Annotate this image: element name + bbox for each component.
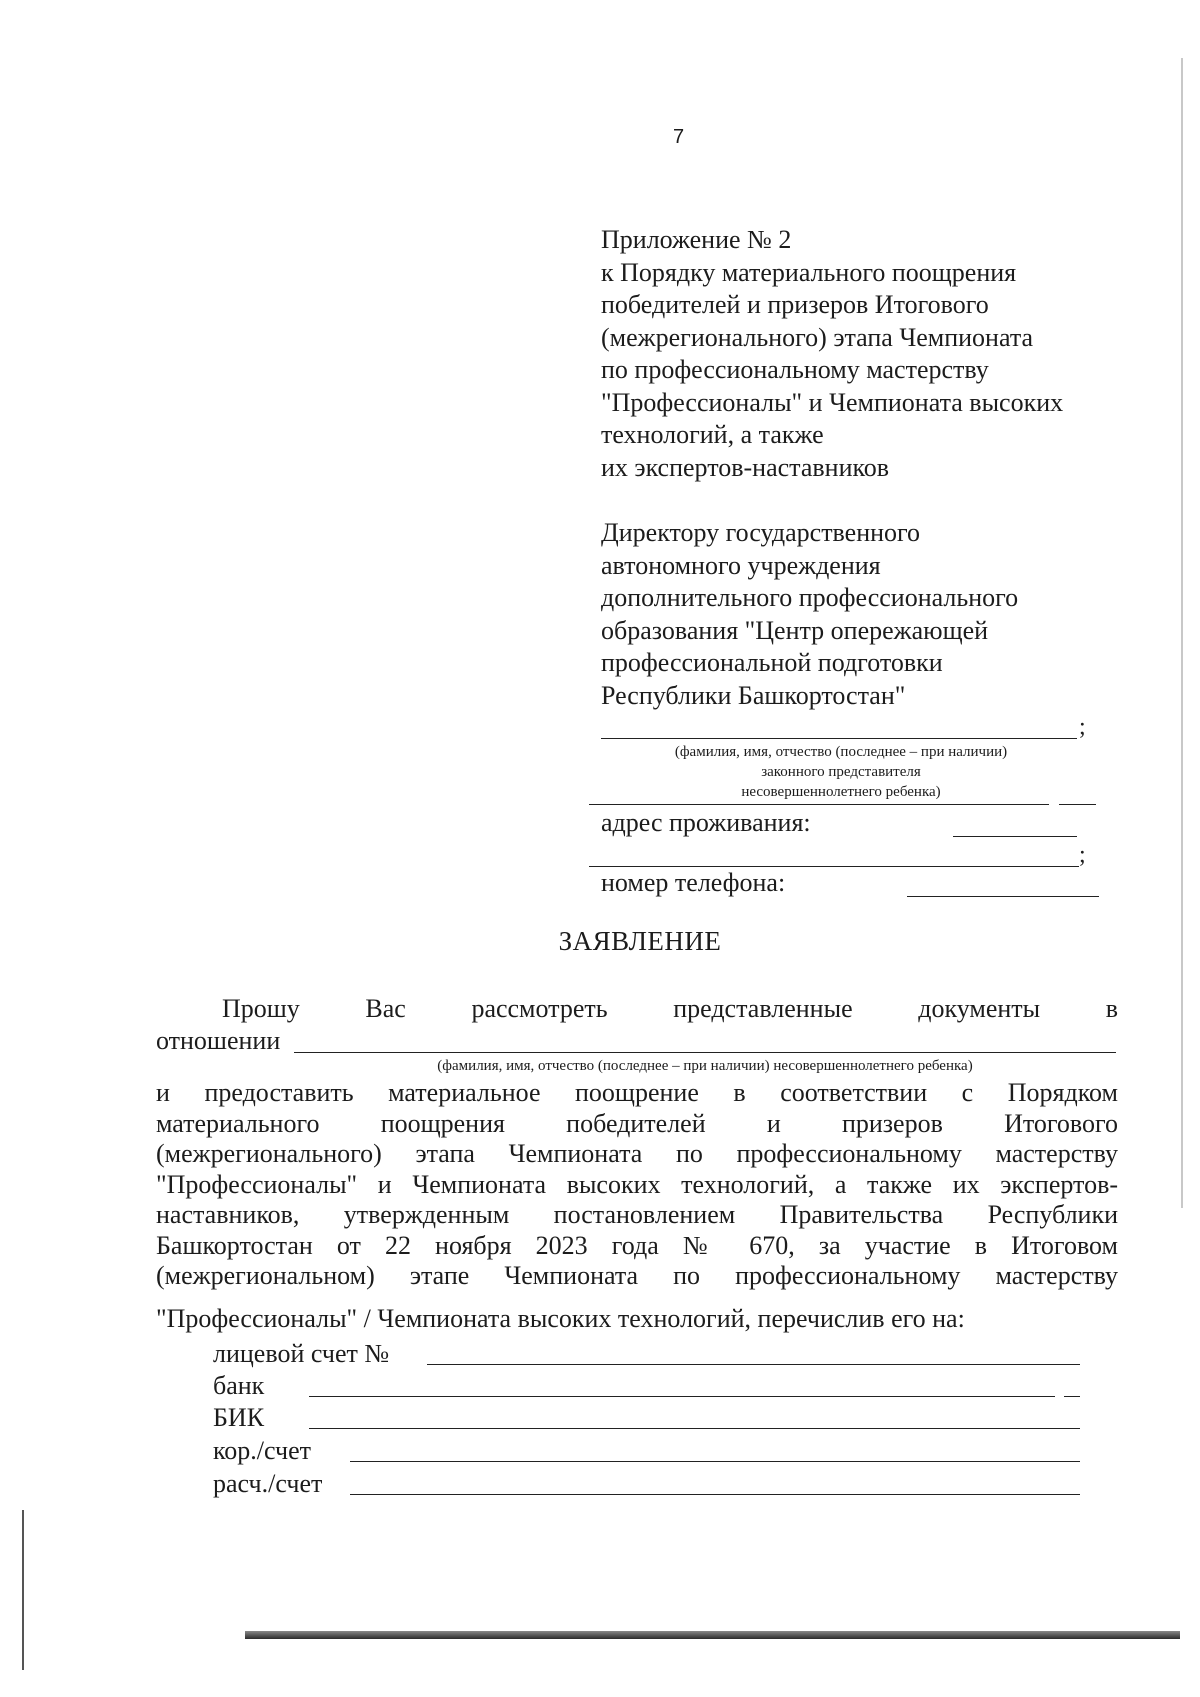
appendix-header	[601, 224, 1063, 484]
settlement-account-field[interactable]	[350, 1494, 1080, 1495]
note-line: несовершеннолетнего ребенка)	[741, 784, 941, 800]
appendix-line: победителей и призеров Итогового	[601, 290, 989, 319]
request-word: Прошу	[222, 994, 300, 1023]
corr-account-label: кор./счет	[213, 1436, 312, 1465]
document-title: ЗАЯВЛЕНИЕ	[558, 926, 722, 956]
settlement-account-label: расч./счет	[213, 1469, 323, 1498]
applicant-name-note	[601, 742, 1081, 802]
bik-field[interactable]	[309, 1428, 1080, 1429]
request-word: рассмотреть	[471, 994, 608, 1023]
bank-field-tail	[1064, 1396, 1080, 1397]
note-line: (фамилия, имя, отчество (последнее – при наличии)	[674, 744, 1008, 760]
page-number: 7	[673, 126, 685, 148]
request-word: в	[1105, 994, 1118, 1023]
applicant-name-underline	[589, 804, 1049, 805]
bank-label: банк	[213, 1371, 265, 1400]
in-relation-label: отношении	[156, 1026, 281, 1055]
addressee-line: Директору государственного	[601, 518, 921, 547]
scan-edge-left	[22, 1510, 24, 1670]
scan-edge-right	[1181, 58, 1183, 1208]
request-word: Вас	[365, 994, 406, 1023]
body-line: Башкортостан от 22 ноября 2023 года № 670, за участие в Итоговом	[156, 1230, 1118, 1260]
addressee-line: дополнительного профессионального	[601, 583, 1019, 612]
applicant-name-semicolon: ;	[1079, 714, 1086, 740]
addressee-line: образования "Центр опережающей	[601, 615, 989, 645]
account-number-field[interactable]	[427, 1364, 1080, 1365]
phone-field[interactable]	[907, 896, 1099, 897]
corr-account-field[interactable]	[350, 1461, 1080, 1462]
appendix-line: Приложение № 2	[601, 225, 792, 254]
body-last-line: "Профессионалы" / Чемпионата высоких технологий, перечислив его на:	[156, 1304, 965, 1333]
request-body	[156, 1078, 1118, 1292]
body-line: (межрегиональном) этапе Чемпионата по профессиональному мастерству	[156, 1261, 1118, 1290]
appendix-line: к Порядку материального поощрения	[601, 257, 1017, 287]
address-field-2[interactable]	[589, 866, 1079, 867]
appendix-line: "Профессионалы" и Чемпионата высоких	[601, 387, 1064, 417]
addressee-line: Республики Башкортостан"	[601, 680, 906, 710]
applicant-name-underline-tail	[1059, 804, 1096, 805]
addressee-block	[601, 517, 1018, 712]
addressee-line: профессиональной подготовки	[601, 648, 943, 677]
request-word: представленные	[673, 994, 853, 1023]
scan-edge-bottom	[245, 1631, 1180, 1639]
body-line: (межрегионального) этапа Чемпионата по профессиональному мастерству	[156, 1139, 1118, 1168]
child-name-note: (фамилия, имя, отчество (последнее – при наличии) несовершеннолетнего ребенка)	[437, 1058, 973, 1074]
account-number-label: лицевой счет №	[213, 1339, 390, 1368]
appendix-line: по профессиональному мастерству	[601, 355, 989, 384]
appendix-line: их экспертов-наставников	[601, 452, 890, 482]
request-first-line	[222, 994, 1118, 1024]
note-line: законного представителя	[761, 764, 921, 780]
child-name-field[interactable]	[294, 1052, 1116, 1053]
address-semicolon: ;	[1079, 842, 1086, 868]
applicant-name-field[interactable]	[601, 738, 1077, 739]
addressee-line: автономного учреждения	[601, 550, 881, 580]
body-line: и предоставить материальное поощрение в соответствии с Порядком	[156, 1078, 1118, 1107]
appendix-line: технологий, а также	[601, 420, 824, 449]
phone-label: номер телефона:	[601, 868, 786, 897]
bik-label: БИК	[213, 1403, 265, 1432]
body-line: наставников, утвержденным постановлением Правительства Республики	[156, 1200, 1118, 1229]
address-label: адрес проживания:	[601, 808, 811, 837]
appendix-line: (межрегионального) этапа Чемпионата	[601, 322, 1034, 352]
request-word: документы	[918, 994, 1041, 1023]
bank-field[interactable]	[309, 1396, 1055, 1397]
body-line: "Профессионалы" и Чемпионата высоких технологий, а также их экспертов-	[156, 1169, 1118, 1199]
address-field-1[interactable]	[953, 836, 1077, 837]
body-line: материального поощрения победителей и призеров Итогового	[156, 1108, 1118, 1138]
